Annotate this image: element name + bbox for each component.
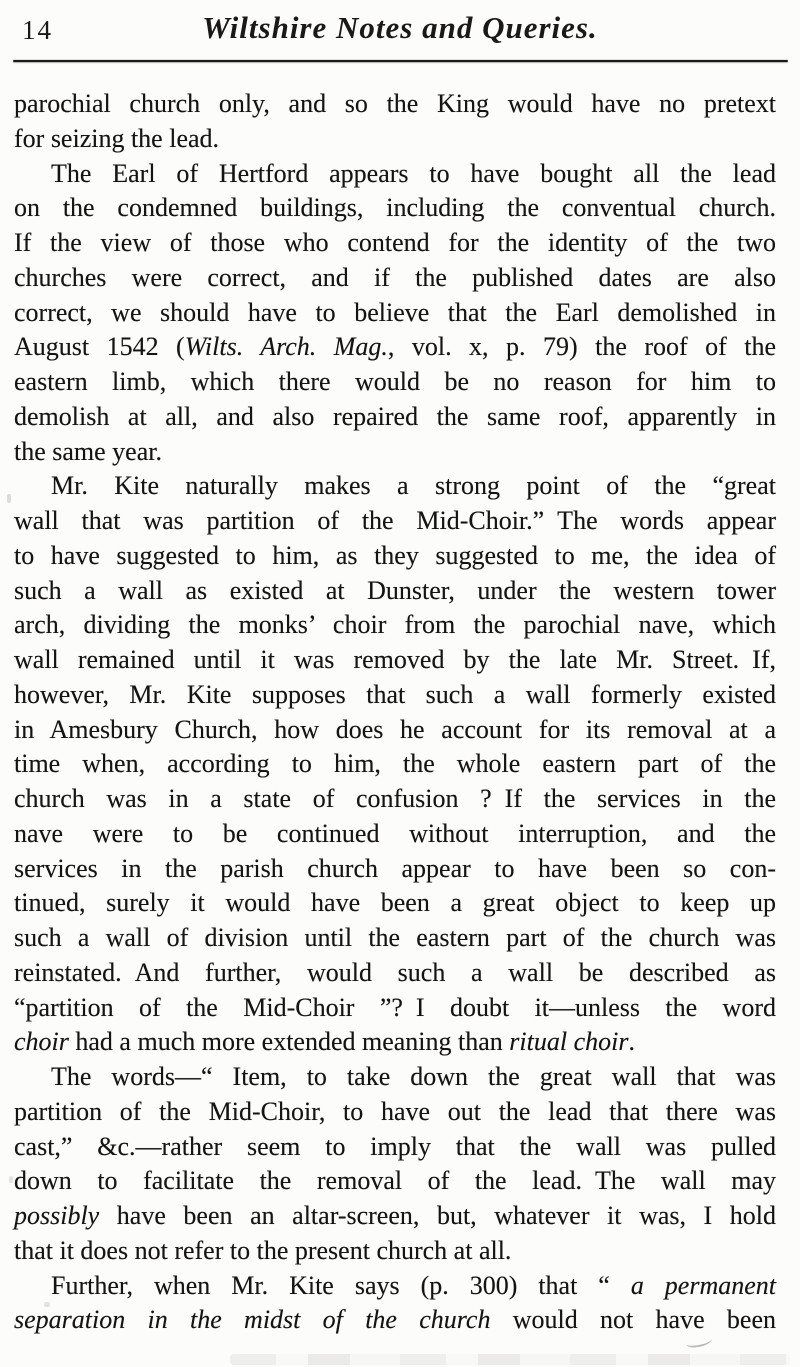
- italic-text-segment: possibly: [14, 1201, 100, 1230]
- text-line: [14, 296, 776, 331]
- italic-text-segment: choir: [14, 1027, 69, 1057]
- text-line: [14, 852, 776, 887]
- text-line: [14, 365, 776, 400]
- text-line: [14, 469, 776, 504]
- scan-mark: [685, 1334, 712, 1349]
- text-line: [14, 1234, 776, 1269]
- text-segment: Further, when Mr. Kite says (p. 300) that “: [51, 1270, 631, 1300]
- text-segment: down to facilitate the removal of the lead. The wall may: [14, 1166, 776, 1196]
- text-segment: cast,” &c.—rather seem to imply that the wall was pulled: [14, 1131, 776, 1161]
- text-segment: however, Mr. Kite supposes that such a wall formerly existed: [14, 679, 776, 709]
- text-segment: The Earl of Hertford appears to have bought all the lead: [51, 158, 776, 188]
- text-line: [14, 1060, 776, 1095]
- text-segment: reinstated. And further, would such a wall be described as: [14, 957, 776, 987]
- text-line: [14, 782, 776, 817]
- text-segment: services in the parish church appear to have been so con-: [14, 853, 776, 883]
- text-segment: eastern limb, which there would be no reason for him to: [14, 367, 776, 396]
- text-segment: August 1542 (: [14, 332, 185, 362]
- italic-text-segment: a permanent: [630, 1270, 777, 1300]
- text-segment: Mr. Kite naturally makes a strong point of the “great: [51, 471, 776, 501]
- text-segment: have been an altar-screen, but, whatever it was, I hold: [99, 1201, 776, 1230]
- page-number: 14: [22, 15, 53, 45]
- text-segment: that it does not refer to the present church at all.: [14, 1235, 512, 1265]
- text-line: [14, 1025, 776, 1060]
- scan-speck: [44, 1302, 50, 1307]
- text-line: [14, 921, 776, 956]
- text-line: [14, 991, 776, 1026]
- text-segment: partition of the Mid-Choir, to have out the lead that there was: [14, 1096, 776, 1126]
- text-segment: , vol. x, p. 79) the roof of the: [387, 332, 776, 362]
- text-line: [14, 1303, 776, 1338]
- text-segment: arch, dividing the monks’ choir from the parochial nave, which: [14, 610, 776, 640]
- text-line: [14, 574, 776, 609]
- text-segment: If the view of those who contend for the identity of the two: [14, 228, 776, 257]
- text-segment: demolish at all, and also repaired the same roof, apparently in: [14, 401, 776, 431]
- text-line: [14, 956, 776, 991]
- text-segment: parochial church only, and so the King would have no pretext: [14, 89, 776, 118]
- text-line: [14, 747, 776, 782]
- text-segment: .: [628, 1027, 635, 1057]
- text-line: [14, 1164, 776, 1199]
- text-segment: the same year.: [14, 436, 162, 466]
- text-segment: wall that was partition of the Mid-Choir.” The words appear: [14, 506, 776, 535]
- italic-text-segment: Wilts. Arch. Mag.: [184, 332, 388, 362]
- text-segment: church was in a state of confusion ? If the services in the: [14, 784, 776, 813]
- text-line: [14, 122, 776, 157]
- text-segment: The words—“ Item, to take down the great wall that was: [51, 1062, 776, 1091]
- text-line: [14, 643, 776, 678]
- scan-edge-smudge: [230, 1354, 790, 1365]
- italic-text-segment: ritual choir: [509, 1027, 629, 1057]
- text-segment: to have suggested to him, as they suggested to me, the idea of: [14, 540, 776, 570]
- page-title: Wiltshire Notes and Queries.: [202, 10, 598, 45]
- text-line: [14, 539, 776, 574]
- text-segment: churches were correct, and if the published dates are also: [14, 262, 776, 292]
- text-segment: wall remained until it was removed by the late Mr. Street. If,: [14, 645, 776, 674]
- text-line: [14, 678, 776, 713]
- text-line: [14, 400, 776, 435]
- text-line: [14, 1269, 776, 1304]
- text-line: [14, 1199, 776, 1234]
- text-line: [14, 157, 776, 192]
- text-segment: on the condemned buildings, including the conventual church.: [14, 193, 776, 223]
- text-line: [14, 1095, 776, 1130]
- scan-speck: [9, 1176, 13, 1183]
- text-line: [14, 87, 776, 122]
- text-line: [14, 504, 776, 539]
- text-line: [14, 191, 776, 226]
- text-line: [14, 608, 776, 643]
- text-segment: such a wall of division until the eastern part of the church was: [14, 923, 776, 952]
- text-segment: would not have been: [490, 1305, 776, 1335]
- text-line: [14, 1130, 776, 1165]
- text-segment: nave were to be continued without interruption, and the: [14, 818, 776, 848]
- text-line: [14, 435, 776, 470]
- italic-text-segment: separation in the midst of the church: [14, 1305, 491, 1335]
- text-segment: such a wall as existed at Dunster, under the western tower: [14, 575, 776, 605]
- text-line: [14, 261, 776, 296]
- header-rule: [13, 60, 788, 62]
- text-line: [14, 886, 776, 921]
- page-body: [14, 87, 776, 1338]
- text-segment: time when, according to him, the whole eastern part of the: [14, 749, 776, 779]
- text-line: [14, 226, 776, 261]
- text-line: [14, 713, 776, 748]
- text-segment: for seizing the lead.: [14, 123, 220, 153]
- text-segment: correct, we should have to believe that the Earl demolished in: [14, 297, 776, 327]
- text-segment: “partition of the Mid-Choir ”? I doubt it—unless the word: [14, 992, 776, 1022]
- text-line: [14, 330, 776, 365]
- text-segment: tinued, surely it would have been a great object to keep up: [14, 888, 776, 918]
- text-segment: in Amesbury Church, how does he account for its removal at a: [14, 714, 776, 744]
- scan-speck: [7, 494, 11, 503]
- text-line: [14, 817, 776, 852]
- text-segment: had a much more extended meaning than: [68, 1027, 510, 1057]
